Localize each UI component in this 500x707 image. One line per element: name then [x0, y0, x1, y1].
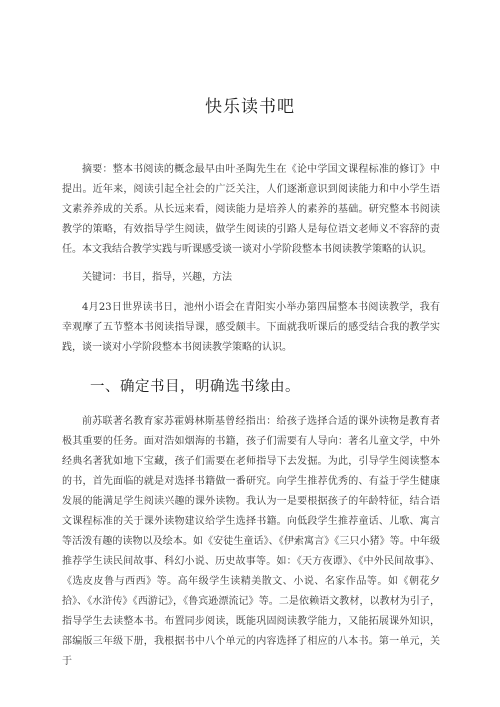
keywords-line: 关键词：书目，指导，兴趣，方法 — [82, 272, 232, 283]
section-heading: 一、确定书目，明确选书缘由。 — [90, 379, 300, 395]
document-title: 快乐读书吧 — [205, 97, 295, 117]
intro-paragraph: 4月23日世界读书日，池州小语会在青阳实小举办第四届整本书阅读教学，我有幸观摩了五节整本书阅读指导课，感受颇丰。下面就我听课后的感受结合我的教学实践，谈一谈对小学阶段整本书阅读教学策略的认识。 — [62, 302, 440, 353]
abstract-paragraph: 摘要：整本书阅读的概念最早由叶圣陶先生在《论中学国文课程标准的修订》中提出。近年来，阅读引起全社会的广泛关注，人们逐渐意识到阅读能力和中小学生语文素养养成的关系。从长远来看，阅读能力是培养人的素养的基础。研究整本书阅读教学的策略，有效指导学生阅读，做学生阅读的引路人是每位语文老师义不容辞的责任。本文我结合教学实践与听课感受谈一谈对小学阶段整本书阅读教学策略的认识。 — [62, 164, 440, 255]
section-body-paragraph: 前苏联著名教育家苏霍姆林斯基曾经指出：给孩子选择合适的课外读物是教育者极其重要的任务。面对浩如烟海的书籍，孩子们需要有人导向：著名儿童文学，中外经典名著犹如地下宝藏，孩子们需要在老师指导下去发掘。为此，引导学生阅读整本的书，首先面临的就是对选择书籍做一番研究。向学生推荐优秀的、有益于学生健康发展的能满足学生阅读兴趣的课外读物。我认为一是要根据孩子的年龄特征，结合语文课程标准的关于课外读物建议给学生选择书籍。向低段学生推荐童话、儿歌、寓言等活泼有趣的读物以及绘本。如《安徒生童话》、《伊索寓言》《三只小猪》等。中年级推荐学生读民间故事、科幻小说、历史故事等。如：《天方夜谭》、《中外民间故事》、《选皮皮鲁与西西》等。高年级学生读精美散文、小说、名家作品等。如《朝花夕拾》、《水浒传》《西游记》，《鲁宾逊漂流记》等。二是依赖语文教材，以教材为引子，指导学生去读整本书。布置同步阅读，既能巩固阅读教学能力，又能拓展课外知识，部编版三年级下册，我根据书中八个单元的内容选择了相应的八本书。第一单元，关于 — [62, 416, 440, 667]
